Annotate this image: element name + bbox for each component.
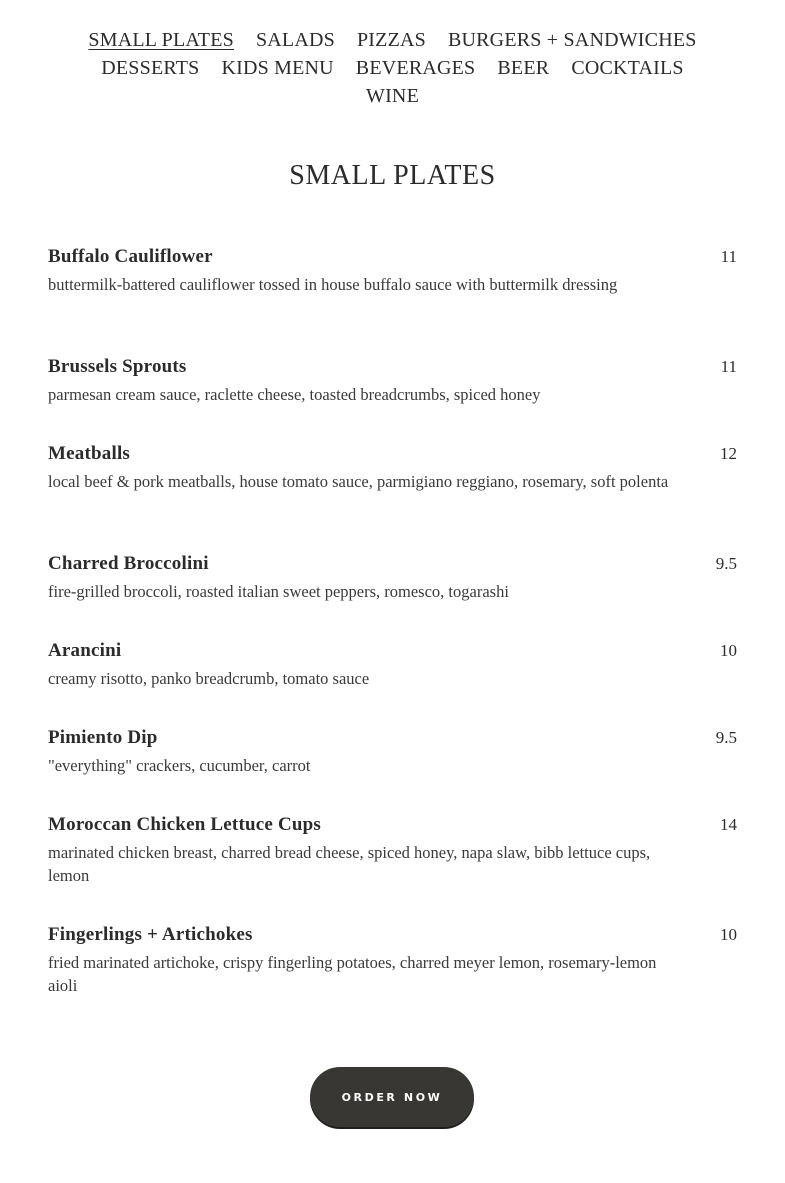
menu-item-description: creamy risotto, panko breadcrumb, tomato sauce — [48, 669, 370, 688]
menu-item-description: marinated chicken breast, charred bread cheese, spiced honey, napa slaw, bibb lettuce cups, lemon — [48, 843, 651, 885]
menu-item-name: Fingerlings + Artichokes — [48, 924, 253, 945]
menu-category-nav — [40, 26, 745, 110]
menu-item — [48, 355, 737, 406]
menu-item-price: 12 — [720, 444, 737, 463]
menu-item-description: buttermilk-battered cauliflower tossed in house buffalo sauce with buttermilk dressing — [48, 275, 618, 294]
nav-row-1 — [40, 26, 745, 54]
menu-item-price: 9.5 — [715, 728, 737, 747]
menu-item-name: Moroccan Chicken Lettuce Cups — [48, 814, 322, 835]
menu-item — [48, 552, 737, 603]
menu-item-price: 11 — [720, 357, 737, 376]
menu-item-description: parmesan cream sauce, raclette cheese, toasted breadcrumbs, spiced honey — [48, 385, 541, 404]
nav-link-salads[interactable]: SALADS — [255, 29, 335, 51]
menu-item-price: 14 — [720, 815, 737, 834]
menu-item-description: fire-grilled broccoli, roasted italian sweet peppers, romesco, togarashi — [48, 582, 509, 601]
menu-item — [48, 923, 737, 997]
nav-link-desserts[interactable]: DESSERTS — [101, 57, 200, 79]
menu-item-price: 10 — [720, 641, 737, 660]
nav-link-wine[interactable]: WINE — [366, 85, 419, 107]
menu-item-name: Brussels Sprouts — [48, 356, 187, 377]
nav-link-burgers-sandwiches[interactable]: BURGERS + SANDWICHES — [447, 29, 697, 51]
menu-item — [48, 726, 737, 777]
menu-item-name: Pimiento Dip — [48, 727, 158, 748]
order-now-button[interactable]: ORDER NOW — [310, 1067, 474, 1127]
nav-row-3 — [40, 82, 745, 110]
menu-item — [48, 245, 737, 296]
menu-item-price: 10 — [720, 925, 737, 944]
menu-item-description: "everything" crackers, cucumber, carrot — [48, 756, 311, 775]
nav-link-beer[interactable]: BEER — [497, 57, 550, 79]
menu-item-name: Arancini — [48, 640, 122, 661]
menu-item-name: Meatballs — [48, 443, 131, 464]
section-title: SMALL PLATES — [289, 160, 496, 191]
menu-item-price: 9.5 — [715, 554, 737, 573]
nav-link-beverages[interactable]: BEVERAGES — [355, 57, 476, 79]
menu-item-name: Buffalo Cauliflower — [48, 246, 213, 267]
nav-link-kids-menu[interactable]: KIDS MENU — [221, 57, 334, 79]
menu-item-description: local beef & pork meatballs, house tomato sauce, parmigiano reggiano, rosemary, soft polenta — [48, 472, 669, 491]
menu-item-name: Charred Broccolini — [48, 553, 209, 574]
menu-item — [48, 639, 737, 690]
menu-item — [48, 813, 737, 887]
nav-row-2 — [40, 54, 745, 82]
nav-link-cocktails[interactable]: COCKTAILS — [571, 57, 684, 79]
menu-item — [48, 442, 737, 493]
nav-link-pizzas[interactable]: PIZZAS — [356, 29, 426, 51]
menu-item-price: 11 — [720, 247, 737, 266]
menu-item-description: fried marinated artichoke, crispy fingerling potatoes, charred meyer lemon, rosemary-lemon aioli — [48, 953, 657, 995]
nav-link-small-plates[interactable]: SMALL PLATES — [88, 29, 234, 51]
